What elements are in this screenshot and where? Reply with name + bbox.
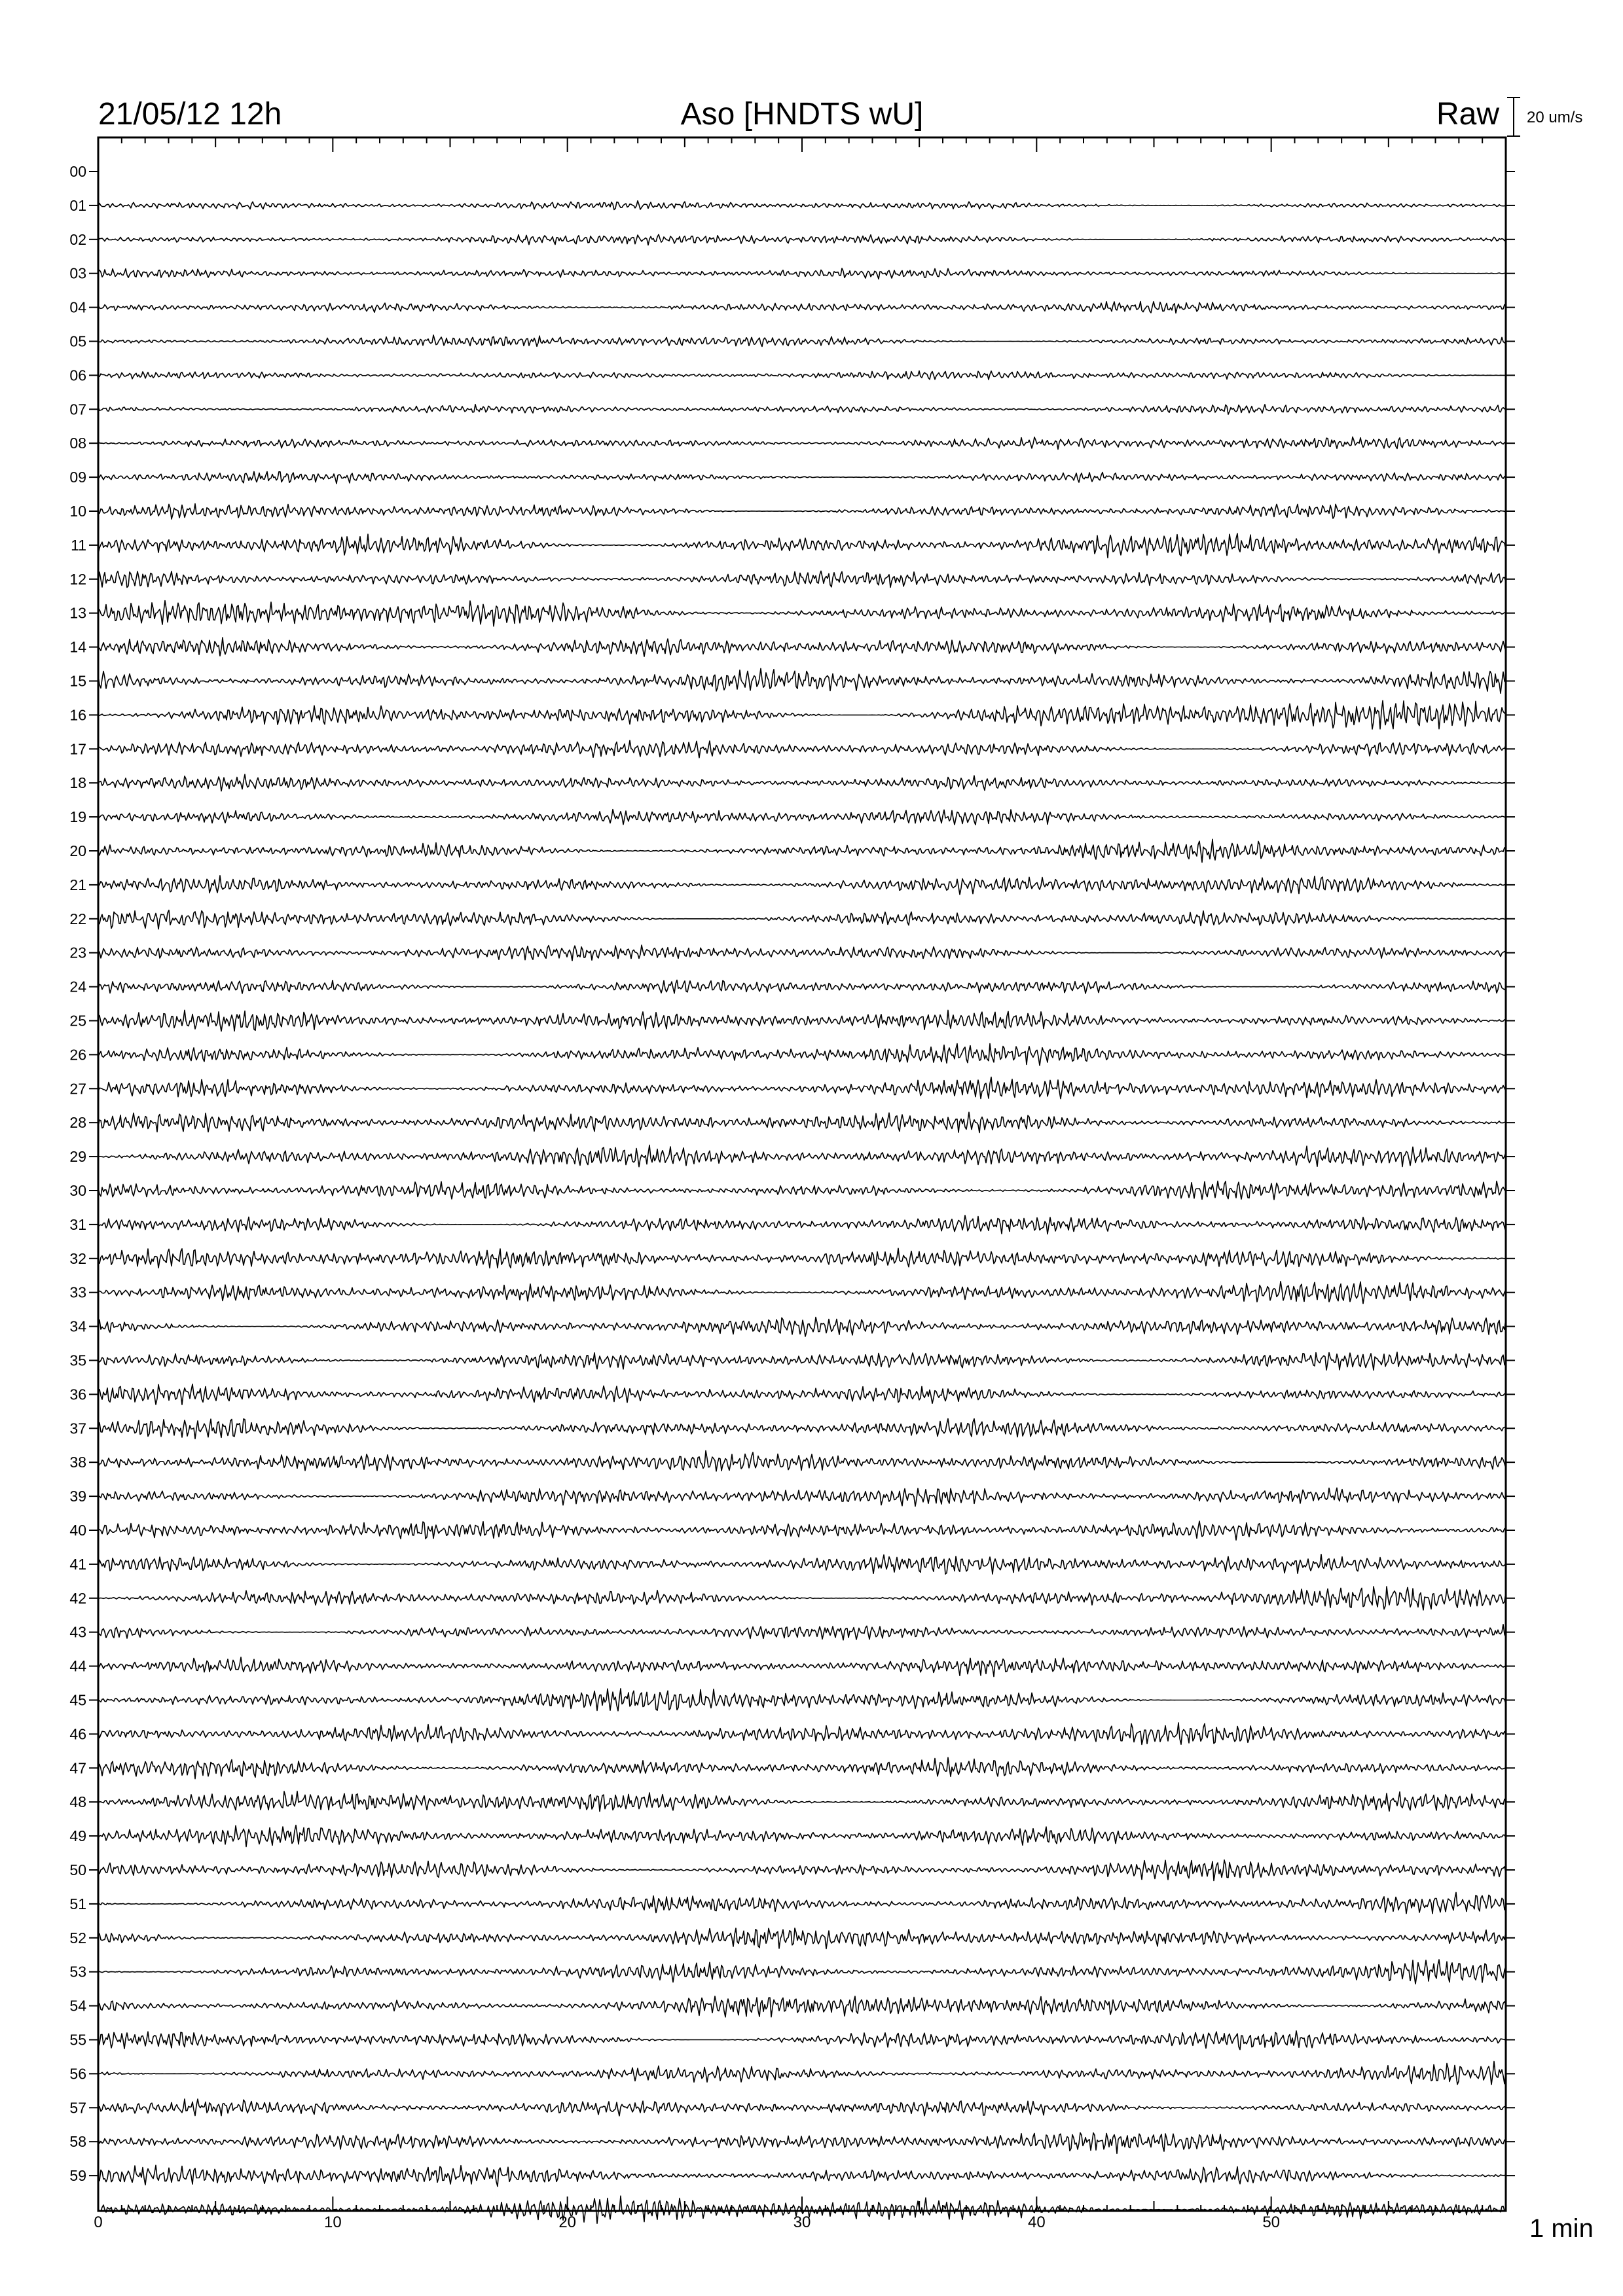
row-label: 37 — [69, 1420, 86, 1437]
row-label: 01 — [69, 196, 86, 214]
row-label: 48 — [69, 1793, 86, 1811]
row-label: 25 — [69, 1012, 86, 1030]
row-label: 52 — [69, 1929, 86, 1946]
row-label: 34 — [69, 1318, 86, 1335]
row-label: 32 — [69, 1249, 86, 1267]
x-axis-unit-label: 1 min — [1529, 2214, 1594, 2243]
station-title: Aso [HNDTS wU] — [680, 97, 924, 132]
row-label: 29 — [69, 1148, 86, 1166]
x-tick-label: 30 — [793, 2214, 811, 2231]
datetime-label: 21/05/12 12h — [98, 97, 282, 132]
row-label: 45 — [69, 1691, 86, 1709]
row-label: 09 — [69, 469, 86, 486]
x-tick-label: 20 — [558, 2214, 577, 2231]
row-label: 50 — [69, 1861, 86, 1878]
row-label: 24 — [69, 978, 86, 996]
x-tick-label: 0 — [94, 2214, 103, 2231]
row-label: 38 — [69, 1454, 86, 1471]
row-label: 39 — [69, 1488, 86, 1505]
row-label: 57 — [69, 2099, 86, 2117]
row-label: 49 — [69, 1827, 86, 1845]
mode-label: Raw — [1436, 97, 1499, 132]
row-label: 23 — [69, 944, 86, 961]
row-label: 55 — [69, 2031, 86, 2049]
row-label: 26 — [69, 1046, 86, 1064]
row-label: 10 — [69, 503, 86, 520]
row-label: 56 — [69, 2065, 86, 2083]
x-tick-label: 40 — [1027, 2214, 1046, 2231]
row-label: 07 — [69, 401, 86, 418]
row-label: 41 — [69, 1555, 86, 1573]
row-label: 18 — [69, 774, 86, 792]
row-label: 53 — [69, 1963, 86, 1981]
row-label: 06 — [69, 367, 86, 384]
row-label: 12 — [69, 570, 86, 588]
row-label: 11 — [71, 536, 86, 554]
scale-bar-label: 20 um/s — [1527, 109, 1583, 126]
row-label: 47 — [69, 1759, 86, 1777]
row-label: 36 — [69, 1386, 86, 1403]
row-label: 51 — [69, 1895, 86, 1912]
row-label: 14 — [69, 638, 86, 656]
row-label: 59 — [69, 2167, 86, 2185]
row-label: 05 — [69, 332, 86, 350]
row-label: 27 — [69, 1080, 86, 1098]
row-label: 00 — [69, 163, 86, 180]
row-label: 33 — [69, 1283, 86, 1301]
row-label: 19 — [69, 808, 86, 826]
row-label: 08 — [69, 435, 86, 452]
row-label: 46 — [69, 1725, 86, 1743]
row-label: 35 — [69, 1352, 86, 1369]
row-label: 42 — [69, 1589, 86, 1607]
row-label: 28 — [69, 1114, 86, 1132]
row-label: 16 — [69, 706, 86, 724]
row-label: 15 — [69, 672, 86, 690]
row-label: 31 — [69, 1215, 86, 1233]
x-tick-label: 10 — [323, 2214, 342, 2231]
row-label: 40 — [69, 1522, 86, 1539]
row-label: 30 — [69, 1182, 86, 1199]
row-label: 54 — [69, 1997, 86, 2015]
row-label: 43 — [69, 1623, 86, 1641]
x-tick-label: 50 — [1262, 2214, 1281, 2231]
row-label: 21 — [69, 876, 86, 893]
row-label: 20 — [69, 842, 86, 859]
row-label: 04 — [69, 298, 86, 316]
row-label: 22 — [69, 910, 86, 927]
row-label: 17 — [69, 740, 86, 758]
row-label: 02 — [69, 230, 86, 248]
row-label: 03 — [69, 264, 86, 282]
row-label: 58 — [69, 2133, 86, 2151]
row-label: 13 — [69, 604, 86, 622]
row-label: 44 — [69, 1657, 86, 1675]
